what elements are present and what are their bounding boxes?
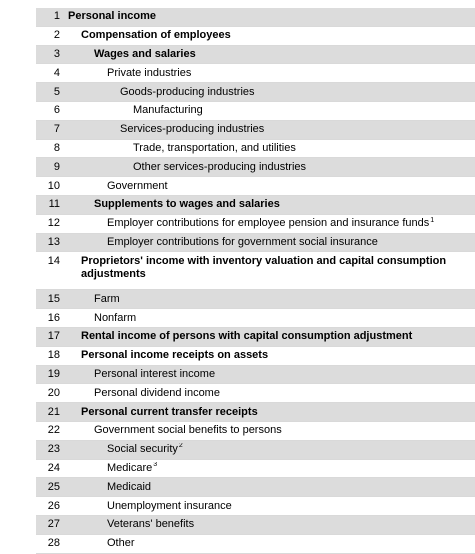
line-label-text: Other services-producing industries [133, 160, 307, 173]
line-number: 2 [53, 29, 60, 42]
line-label [64, 255, 475, 281]
line-label [64, 330, 475, 343]
table-row [36, 460, 475, 479]
line-label-text: Wages and salaries [94, 47, 196, 60]
line-label [64, 293, 475, 306]
line-label [64, 518, 475, 531]
line-label [64, 462, 475, 475]
line-label-text: Social security [107, 443, 178, 456]
line-label-text: Employer contributions for employee pension and insurance funds [107, 217, 430, 230]
line-number: 5 [53, 85, 60, 98]
line-number: 24 [47, 461, 60, 474]
table-row [36, 516, 475, 535]
table-row [36, 328, 475, 347]
line-number: 14 [47, 255, 60, 268]
table-row [36, 83, 475, 102]
line-label-text: Other [107, 537, 135, 550]
line-label [64, 537, 475, 550]
line-number: 21 [47, 405, 60, 418]
line-label-text: Nonfarm [94, 311, 137, 324]
table-row [36, 215, 475, 234]
line-number: 6 [53, 104, 60, 117]
line-label [64, 368, 475, 381]
table-row [36, 422, 475, 441]
table-row [36, 27, 475, 46]
line-label [64, 198, 475, 211]
table-row [36, 46, 475, 65]
table-row [36, 158, 475, 177]
table-row [36, 384, 475, 403]
line-label-text: Veterans' benefits [107, 518, 195, 531]
table-row [36, 441, 475, 460]
table-row [36, 290, 475, 309]
line-label [64, 104, 475, 117]
line-number: 27 [47, 518, 60, 531]
line-number: 3 [53, 47, 60, 60]
table-row [36, 234, 475, 253]
line-label [64, 180, 475, 193]
line-label [64, 424, 475, 437]
table-row [36, 121, 475, 140]
line-label [64, 312, 475, 325]
line-number: 12 [47, 217, 60, 230]
line-label-text: Medicaid [107, 480, 152, 493]
income-table [36, 8, 475, 554]
table-row [36, 403, 475, 422]
line-label [64, 500, 475, 513]
line-label [64, 443, 475, 456]
line-number: 13 [47, 235, 60, 248]
line-label [64, 236, 475, 249]
line-number: 17 [47, 330, 60, 343]
line-label [64, 481, 475, 494]
line-label [64, 29, 475, 42]
line-label [64, 48, 475, 61]
line-label-text: Personal dividend income [94, 386, 220, 399]
table-row [36, 196, 475, 215]
line-label-text: Trade, transportation, and utilities [133, 141, 296, 154]
table-row [36, 497, 475, 516]
line-label-text: Goods-producing industries [120, 85, 255, 98]
line-number: 19 [47, 367, 60, 380]
line-label [64, 217, 475, 230]
line-label-text: Proprietors' income with inventory valuation and capital consumption adjustments [81, 255, 447, 281]
line-number: 15 [47, 292, 60, 305]
table-row [36, 64, 475, 83]
line-number: 23 [47, 443, 60, 456]
line-number: 10 [47, 179, 60, 192]
footnote-marker: 3 [153, 461, 158, 469]
line-label-text: Rental income of persons with capital consumption adjustment [81, 330, 413, 343]
line-number: 16 [47, 311, 60, 324]
line-number: 25 [47, 480, 60, 493]
table-row [36, 102, 475, 121]
line-label [64, 10, 475, 23]
line-number: 4 [53, 66, 60, 79]
line-label [64, 406, 475, 419]
line-label-text: Personal income [68, 10, 157, 23]
line-label-text: Medicare [107, 461, 153, 474]
line-label-text: Unemployment insurance [107, 499, 232, 512]
line-label [64, 349, 475, 362]
line-number: 8 [53, 141, 60, 154]
line-label-text: Personal current transfer receipts [81, 405, 258, 418]
table-row [36, 535, 475, 554]
table-row [36, 140, 475, 159]
line-label-text: Manufacturing [133, 104, 203, 117]
table-row [36, 8, 475, 27]
line-label [64, 123, 475, 136]
line-number: 7 [53, 123, 60, 136]
line-label-text: Government social benefits to persons [94, 424, 282, 437]
line-label-text: Supplements to wages and salaries [94, 198, 280, 211]
line-number: 1 [53, 10, 60, 23]
table-row [36, 366, 475, 385]
line-label [64, 142, 475, 155]
line-label [64, 86, 475, 99]
line-label-text: Private industries [107, 66, 192, 79]
line-label-text: Personal interest income [94, 367, 216, 380]
line-number: 28 [47, 537, 60, 550]
line-label [64, 67, 475, 80]
line-label [64, 161, 475, 174]
line-label-text: Compensation of employees [81, 29, 231, 42]
table-row [36, 252, 475, 290]
footnote-marker: 2 [178, 443, 183, 450]
footnote-marker: 1 [430, 217, 435, 224]
line-number: 20 [47, 386, 60, 399]
line-number: 26 [47, 499, 60, 512]
table-row [36, 347, 475, 366]
line-label-text: Employer contributions for government social insurance [107, 235, 378, 248]
line-number: 18 [47, 349, 60, 362]
line-number: 11 [48, 198, 60, 211]
line-number: 9 [53, 160, 60, 173]
table-row [36, 309, 475, 328]
line-label-text: Services-producing industries [120, 123, 265, 136]
line-number: 22 [47, 424, 60, 437]
table-row [36, 177, 475, 196]
line-label-text: Farm [94, 292, 120, 305]
table-row [36, 478, 475, 497]
line-label [64, 387, 475, 400]
line-label-text: Personal income receipts on assets [81, 349, 269, 362]
line-label-text: Government [107, 179, 168, 192]
